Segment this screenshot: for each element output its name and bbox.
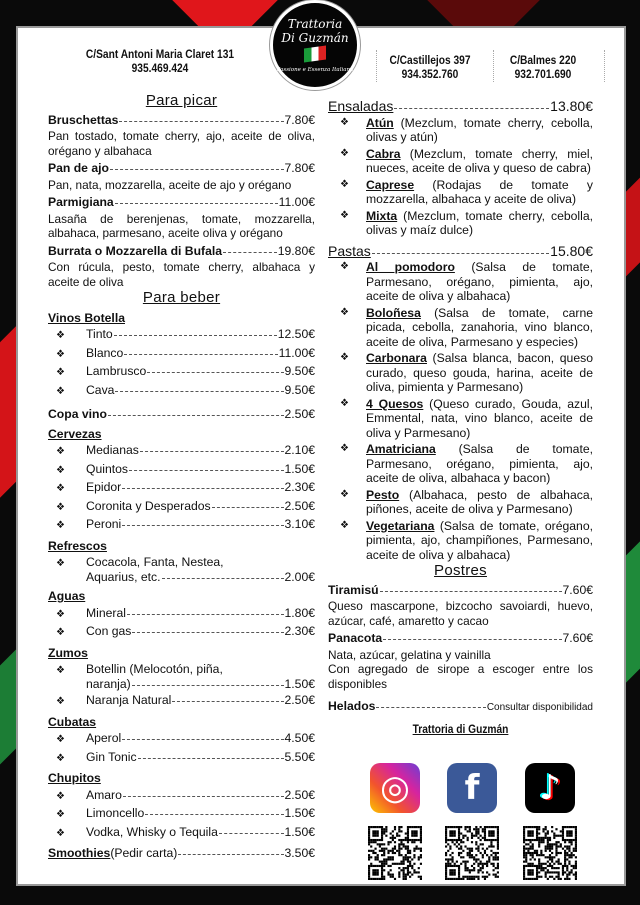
item-name: Bruschettas xyxy=(48,112,119,127)
dotted-leader xyxy=(122,488,283,489)
dish-body xyxy=(366,519,593,563)
bullet-item xyxy=(48,364,315,381)
item-name: Medianas xyxy=(86,443,139,457)
bullet-item xyxy=(48,624,315,641)
item-description: Lasaña de berenjenas, tomate, mozzarella, albahaca, parmesano, aceite oliva y orégano xyxy=(48,211,315,240)
menu-item xyxy=(48,195,315,241)
bullet-item xyxy=(48,443,315,460)
dish-name: Amatriciana xyxy=(366,442,436,456)
dish-item xyxy=(328,209,593,238)
bullet-body xyxy=(86,462,315,477)
price-line xyxy=(86,750,315,765)
menu-item-row xyxy=(328,631,593,646)
item-price: 1.50€ xyxy=(284,824,315,839)
dish-body xyxy=(366,306,593,350)
bullet-body xyxy=(86,327,315,342)
menu-item xyxy=(48,161,315,192)
bullet-item xyxy=(48,606,315,623)
left-column xyxy=(48,92,315,861)
dish-name: Cabra xyxy=(366,146,401,161)
price-line xyxy=(86,806,315,821)
item-name: Epidor xyxy=(86,480,122,494)
bullet-icon: ❖ xyxy=(56,809,65,820)
item-name: Con gas xyxy=(86,624,132,638)
price-line xyxy=(86,570,315,585)
dotted-leader xyxy=(383,639,561,640)
dish-name: Al pomodoro xyxy=(366,260,455,274)
item-price: 3.50€ xyxy=(284,846,315,860)
price-line xyxy=(86,693,315,708)
bullet-item xyxy=(48,555,315,584)
category-price: 15.80€ xyxy=(550,242,593,259)
price-line xyxy=(86,443,315,458)
divider xyxy=(604,50,605,82)
item-price: 2.50€ xyxy=(284,407,315,421)
menu-item xyxy=(328,583,593,629)
menu-item xyxy=(328,631,593,691)
dish-body xyxy=(366,488,593,517)
address-street: C/Balmes 220 xyxy=(509,53,577,67)
item-name: Burrata o Mozzarella di Bufala xyxy=(48,243,223,258)
dish-description: (Mezclum, tomate cherry, cebolla, olivas y maíz dulce) xyxy=(366,208,593,237)
bullet-body xyxy=(86,693,315,708)
item-name: Limoncello xyxy=(86,806,145,820)
bullet-icon: ❖ xyxy=(56,483,65,494)
bullet-item xyxy=(48,346,315,363)
item-name: Smoothies xyxy=(48,846,111,860)
dotted-leader xyxy=(145,814,283,815)
dish-description: (Mezclum, tomate cherry, cebolla, olivas y atún) xyxy=(366,115,593,144)
subsection-heading: Chupitos xyxy=(48,771,101,785)
menu-item-row xyxy=(48,161,315,176)
dotted-leader xyxy=(124,354,277,355)
subsection-heading: Refrescos xyxy=(48,538,107,553)
item-price: 7.60€ xyxy=(562,631,593,645)
dish-description: (Queso curado, Gouda, azul, Emmental, nata, vino blanco, aceite de oliva y Parmesano) xyxy=(366,396,593,440)
bullet-item xyxy=(48,693,315,710)
bullet-body xyxy=(86,825,315,840)
bullet-item xyxy=(48,327,315,344)
category-row xyxy=(328,244,593,259)
bullet-item xyxy=(48,788,315,805)
item-price: 3.10€ xyxy=(284,517,315,531)
bullet-icon: ❖ xyxy=(56,665,65,676)
item-price: 11.00€ xyxy=(278,195,315,209)
footer-title: Trattoria di Guzmán xyxy=(412,721,509,736)
menu-item-row xyxy=(48,195,315,210)
dish-item xyxy=(328,488,593,517)
item-price: 1.80€ xyxy=(284,605,315,620)
address-3 xyxy=(496,53,590,81)
dotted-leader xyxy=(115,203,278,204)
address-phone: 935.469.424 xyxy=(131,61,189,75)
bullet-item xyxy=(48,383,315,400)
item-note: (Pedir carta) xyxy=(110,846,178,860)
bullet-body xyxy=(86,806,315,821)
dish-body xyxy=(366,397,593,441)
price-line xyxy=(86,788,315,803)
bullet-body xyxy=(86,606,315,621)
subsection-heading: Vinos Botella xyxy=(48,310,125,325)
bullet-icon: ❖ xyxy=(56,520,65,531)
dish-description: (Rodajas de tomate y mozzarella, albahaca y aceite de oliva) xyxy=(366,177,593,206)
dotted-leader xyxy=(212,507,284,508)
subsection-heading: Cervezas xyxy=(48,426,102,441)
item-name-line1: Botellin (Melocotón, piña, xyxy=(86,662,223,676)
bullet-icon: ❖ xyxy=(340,209,349,221)
bullet-item xyxy=(48,462,315,479)
bullet-item xyxy=(48,662,315,691)
address-street: C/Sant Antoni Maria Claret 131 xyxy=(85,47,235,61)
logo-line1: Trattoria xyxy=(287,17,343,31)
price-line xyxy=(86,825,315,840)
item-name: Parmigiana xyxy=(48,195,114,209)
bullet-icon: ❖ xyxy=(340,147,349,159)
item-name: Panacota xyxy=(328,631,383,645)
right-column xyxy=(328,95,593,736)
bullet-item xyxy=(48,517,315,534)
category-name: Ensaladas xyxy=(328,98,394,114)
dish-description: (Salsa de tomate, Parmesano, orégano, pimienta, ajo, aceite de oliva y albahaca) xyxy=(366,260,593,303)
dish-name: Caprese xyxy=(366,177,415,192)
item-price: 2.30€ xyxy=(284,480,315,494)
bullet-body xyxy=(86,555,315,584)
item-price: 7.60€ xyxy=(562,582,593,597)
dish-name: Vegetariana xyxy=(366,518,435,533)
bullet-icon: ❖ xyxy=(56,348,65,360)
item-price: Consultar disponibilidad xyxy=(486,702,593,713)
dish-name: Mixta xyxy=(366,208,398,223)
dish-item xyxy=(328,442,593,486)
bullet-icon: ❖ xyxy=(56,696,65,707)
item-price: 2.10€ xyxy=(284,443,315,457)
item-description: Pan tostado, tomate cherry, ajo, aceite de oliva, orégano y albahaca xyxy=(48,129,315,158)
bullet-item xyxy=(48,750,315,767)
menu-item xyxy=(48,113,315,159)
item-price: 7.80€ xyxy=(284,112,315,127)
item-price: 9.50€ xyxy=(284,364,315,378)
dotted-leader xyxy=(138,758,284,759)
bullet-icon: ❖ xyxy=(56,367,65,378)
dotted-leader xyxy=(178,854,283,855)
item-price: 2.00€ xyxy=(284,569,315,584)
bullet-icon: ❖ xyxy=(56,330,65,341)
subsection-heading: Cubatas xyxy=(48,714,97,729)
bullet-icon: ❖ xyxy=(340,178,349,190)
bullet-icon: ❖ xyxy=(56,752,65,764)
item-name: Quintos xyxy=(86,461,129,476)
dish-item xyxy=(328,519,593,563)
price-line xyxy=(86,346,315,361)
category-name: Pastas xyxy=(328,242,371,259)
bullet-body xyxy=(86,662,315,691)
dish-body xyxy=(366,178,593,207)
item-name: Naranja Natural xyxy=(86,693,172,707)
bullet-body xyxy=(86,499,315,514)
qr-code[interactable] xyxy=(445,826,499,880)
item-name: Vodka, Whisky o Tequila xyxy=(86,824,218,839)
bullet-icon: ❖ xyxy=(56,627,65,638)
item-price: 1.50€ xyxy=(284,676,315,691)
dish-item xyxy=(328,397,593,441)
bullet-body xyxy=(86,346,315,361)
bullet-icon: ❖ xyxy=(56,734,65,745)
item-name: Aperol xyxy=(86,731,122,745)
bullet-body xyxy=(86,788,315,803)
dish-item xyxy=(328,260,593,304)
dish-description: (Mezclum, tomate cherry, miel, nueces, aceite de oliva y queso de cabra) xyxy=(366,146,593,175)
bullet-body xyxy=(86,480,315,495)
bullet-item xyxy=(48,806,315,823)
qr-code[interactable] xyxy=(368,826,422,880)
item-name: Pan de ajo xyxy=(48,161,109,175)
price-line xyxy=(86,383,315,398)
item-name: Peroni xyxy=(86,517,122,531)
bullet-icon: ❖ xyxy=(340,261,349,272)
price-line xyxy=(86,624,315,639)
dish-name: Pesto xyxy=(366,487,400,502)
bullet-icon: ❖ xyxy=(56,608,65,620)
instagram-icon[interactable]: ◎ xyxy=(370,763,420,813)
dish-body xyxy=(366,147,593,176)
item-price: 2.30€ xyxy=(284,624,315,638)
price-line xyxy=(86,606,315,621)
dotted-leader xyxy=(132,632,283,633)
item-price: 11.00€ xyxy=(278,345,315,360)
address-2 xyxy=(379,53,481,81)
bullet-icon: ❖ xyxy=(56,501,65,513)
bullet-item xyxy=(48,480,315,497)
dish-description: (Salsa de tomate, carne picada, cebolla, zanahoria, vino blanco, aceite de oliva, Parmesano y especies) xyxy=(366,305,593,349)
logo-tagline: Passione e Essenza Italiana xyxy=(276,67,354,73)
dish-name: Carbonara xyxy=(366,351,427,365)
item-description: Con rúcula, pesto, tomate cherry, albahaca y aceite de oliva xyxy=(48,260,315,289)
dotted-leader xyxy=(162,578,284,579)
bullet-icon: ❖ xyxy=(340,116,349,128)
address-1 xyxy=(67,47,254,75)
divider xyxy=(493,50,494,82)
item-description: Queso mascarpone, bizcocho savoiardi, huevo, azúcar, café, amaretto y cacao xyxy=(328,599,593,628)
bullet-icon: ❖ xyxy=(340,519,349,531)
bullet-body xyxy=(86,517,315,532)
dotted-leader xyxy=(108,415,284,416)
menu-item xyxy=(48,244,315,290)
section-heading: Postres xyxy=(434,562,487,579)
dish-name: 4 Quesos xyxy=(366,396,424,411)
category-row xyxy=(328,99,593,114)
dotted-leader xyxy=(122,739,283,740)
category-price: 13.80€ xyxy=(550,98,593,114)
dotted-leader xyxy=(119,121,283,122)
price-line xyxy=(86,462,315,477)
item-price: 19.80€ xyxy=(277,243,315,258)
item-name-line1: Cocacola, Fanta, Nestea, xyxy=(86,555,224,569)
item-price: 12.50€ xyxy=(277,327,315,341)
dotted-leader xyxy=(129,470,283,471)
item-name: Lambrusco xyxy=(86,364,147,378)
dish-item xyxy=(328,116,593,145)
item-name: Mineral xyxy=(86,605,126,620)
price-line xyxy=(86,499,315,514)
bullet-item xyxy=(48,731,315,748)
dish-body xyxy=(366,351,593,395)
dish-body xyxy=(366,116,593,145)
item-price: 1.50€ xyxy=(284,461,315,476)
dish-description: (Salsa de tomate, Parmesano, orégano, pimienta, ajo, aceite de oliva, albahaca y bacon) xyxy=(366,442,593,485)
logo-line2: Di Guzmán xyxy=(281,31,349,45)
dotted-leader xyxy=(132,685,284,686)
item-name: Cava xyxy=(86,382,115,397)
dish-name: Boloñesa xyxy=(366,305,421,320)
item-name: Helados xyxy=(328,699,376,713)
dotted-leader xyxy=(394,108,549,109)
item-price: 5.50€ xyxy=(284,749,315,764)
item-name: Gin Tonic xyxy=(86,749,137,764)
bullet-icon: ❖ xyxy=(340,306,349,318)
menu-item-row xyxy=(328,583,593,598)
section-heading: Para picar xyxy=(145,92,218,109)
item-description: Pan, nata, mozzarella, aceite de ajo y orégano xyxy=(48,177,292,192)
price-line xyxy=(86,480,315,495)
bullet-body xyxy=(86,443,315,458)
bullet-icon: ❖ xyxy=(340,443,349,454)
price-line xyxy=(86,517,315,532)
restaurant-logo xyxy=(270,0,360,90)
subsection-heading: Zumos xyxy=(48,645,88,660)
menu-item-row xyxy=(48,407,315,422)
dotted-leader xyxy=(223,252,277,253)
bullet-icon: ❖ xyxy=(340,352,349,363)
item-price: 7.80€ xyxy=(284,161,315,175)
dish-body xyxy=(366,442,593,486)
price-line xyxy=(86,677,315,692)
bullet-item xyxy=(48,825,315,842)
item-price: 2.50€ xyxy=(284,693,315,707)
dotted-leader xyxy=(219,833,284,834)
item-description: Nata, azúcar, gelatina y vainilla Con agregado de sirope a escoger entre los disponibles xyxy=(328,647,593,691)
bullet-body xyxy=(86,624,315,639)
tiktok-icon[interactable]: ♪ xyxy=(525,763,575,813)
bullet-icon: ❖ xyxy=(56,385,65,397)
dotted-leader xyxy=(122,525,283,526)
dish-item xyxy=(328,147,593,176)
qr-code[interactable] xyxy=(523,826,577,880)
price-line xyxy=(86,364,315,379)
dotted-leader xyxy=(114,335,277,336)
item-name: Tiramisú xyxy=(328,582,379,597)
bullet-icon: ❖ xyxy=(56,827,65,839)
item-name: Coronita y Desperados xyxy=(86,498,211,513)
bullet-body xyxy=(86,750,315,765)
subsection-heading: Aguas xyxy=(48,589,86,603)
dish-name: Atún xyxy=(366,115,394,130)
menu-item-row xyxy=(48,113,315,128)
dish-description: (Salsa de tomate, orégano, pimienta, ajo, champiñones, Parmesano, aceite de oliva y albahaca) xyxy=(366,518,593,562)
bullet-body xyxy=(86,383,315,398)
bullet-body xyxy=(86,364,315,379)
bullet-body xyxy=(86,731,315,746)
item-name: Blanco xyxy=(86,345,124,360)
price-line xyxy=(86,731,315,746)
divider xyxy=(376,50,377,82)
address-street: C/Castillejos 397 xyxy=(389,53,471,67)
item-name: naranja) xyxy=(86,676,131,691)
dish-item xyxy=(328,351,593,395)
facebook-icon[interactable]: f xyxy=(447,763,497,813)
dotted-leader xyxy=(127,614,284,615)
price-line xyxy=(86,327,315,342)
item-price: 2.50€ xyxy=(284,498,315,513)
bullet-icon: ❖ xyxy=(56,464,65,476)
item-name: Amaro xyxy=(86,787,122,802)
dotted-leader xyxy=(172,701,283,702)
bullet-icon: ❖ xyxy=(340,397,349,409)
dotted-leader xyxy=(110,169,284,170)
dish-item xyxy=(328,178,593,207)
bullet-icon: ❖ xyxy=(56,558,65,569)
dish-description: (Albahaca, pesto de albahaca, piñones, aceite de oliva y Parmesano) xyxy=(366,487,593,516)
bullet-icon: ❖ xyxy=(56,790,65,802)
item-name: Copa vino xyxy=(48,407,107,421)
address-phone: 934.352.760 xyxy=(401,67,459,81)
item-price: 2.50€ xyxy=(284,787,315,802)
menu-item-row xyxy=(48,244,315,259)
menu-item-row xyxy=(48,846,315,861)
item-price: 9.50€ xyxy=(284,382,315,397)
dotted-leader xyxy=(115,391,283,392)
dotted-leader xyxy=(123,796,284,797)
dotted-leader xyxy=(140,451,284,452)
italian-flag-icon xyxy=(304,45,326,62)
dish-body xyxy=(366,209,593,238)
dotted-leader xyxy=(376,707,485,708)
dotted-leader xyxy=(147,372,283,373)
dish-description: (Salsa blanca, bacon, queso curado, queso gouda, harina, aceite de oliva, pimienta y Parmesano) xyxy=(366,351,593,394)
dotted-leader xyxy=(380,591,562,592)
section-heading: Para beber xyxy=(142,289,221,306)
bullet-icon: ❖ xyxy=(340,488,349,500)
menu-item-row xyxy=(328,699,593,716)
item-name: Tinto xyxy=(86,327,113,341)
address-phone: 932.701.690 xyxy=(514,67,572,81)
bullet-item xyxy=(48,499,315,516)
bullet-icon: ❖ xyxy=(56,446,65,457)
item-price: 4.50€ xyxy=(284,731,315,745)
dish-body xyxy=(366,260,593,304)
item-name: Aquarius, etc. xyxy=(86,569,161,584)
item-price: 1.50€ xyxy=(284,806,315,820)
dotted-leader xyxy=(372,253,549,254)
dish-item xyxy=(328,306,593,350)
